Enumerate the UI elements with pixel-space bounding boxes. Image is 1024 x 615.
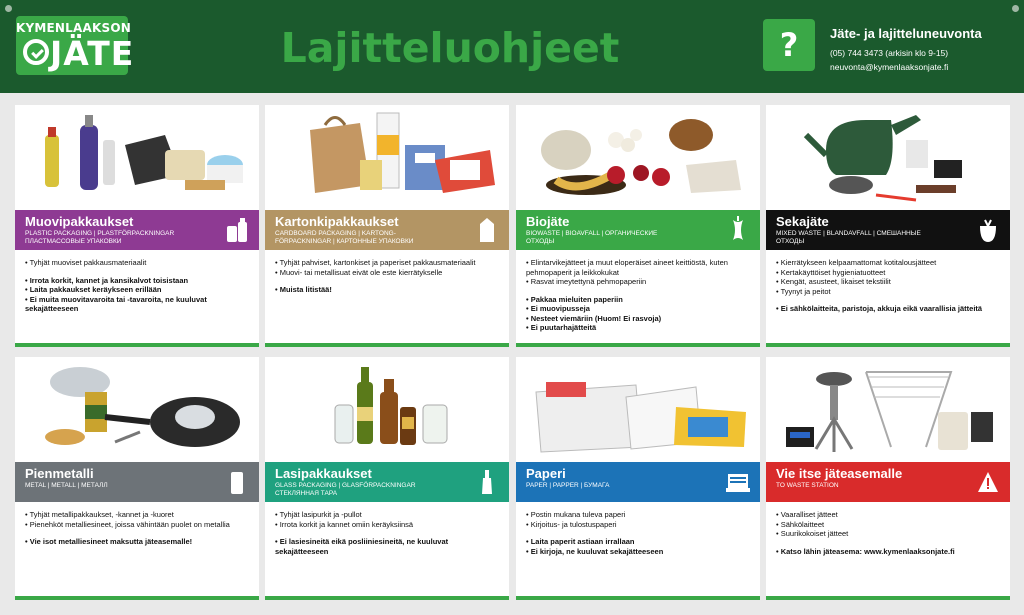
glass-bottle-icon [475,468,499,496]
list-item: • Kirjoitus- ja tulostuspaperi [526,520,754,530]
category-subtitle: METAL | METALL | МЕТАЛЛ [25,482,108,489]
muovipakkaukset-illustration [15,105,259,210]
notes-list [526,537,754,556]
card-bottom-bar [766,343,1010,347]
card-muovipakkaukset [15,105,259,347]
lasipakkaukset-band [265,462,509,502]
sekajate-illustration [766,105,1010,210]
trash-bag-icon [976,216,1000,244]
list-item: • Vaaralliset jätteet [776,510,1004,520]
check-circle-icon [23,39,49,65]
category-subtitle: PLASTIC PACKAGING | PLASTFÖRPACKNINGAR ПЛАСТМАССОВЫЕ УПАКОВКИ [25,230,175,245]
category-title: Lasipakkaukset [275,466,372,481]
list-item: • Nesteet viemäriin (Huom! Ei rasvoja) [526,314,754,324]
help-icon[interactable]: ? [763,19,815,71]
instructions-list [526,510,754,529]
biojate-illustration [516,105,760,210]
card-bottom-bar [516,343,760,347]
list-item: • Tyhjät metallipakkaukset, -kannet ja -kuoret [25,510,253,520]
notes-list [25,537,253,547]
paperi-illustration [516,357,760,462]
list-item: • Pakkaa mieluiten paperiin [526,295,754,305]
list-item: • Laita pakkaukset keräykseen erillään [25,285,253,295]
instructions-list [25,510,253,529]
list-item: • Kertakäyttöiset hygieniatuotteet [776,268,1004,278]
notes-list [275,285,503,295]
pienmetalli-illustration [15,357,259,462]
contact-info [830,26,982,74]
contact-title: Jäte- ja lajitteluneuvonta [830,26,982,41]
category-subtitle: CARDBOARD PACKAGING | KARTONG- FÖRPACKNINGAR | КАРТОННЫЕ УПАКОВКИ [275,230,414,245]
bolt [5,5,12,12]
instructions-list [275,258,503,277]
instructions-list [776,258,1004,296]
jateasema-band [766,462,1010,502]
category-title: Vie itse jäteasemalle [776,466,903,481]
list-item: • Kierrätykseen kelpaamattomat kotitalousjätteet [776,258,1004,268]
card-bottom-bar [516,596,760,600]
logo[interactable] [16,16,135,75]
contact-email[interactable]: neuvonta@kymenlaaksonjate.fi [830,62,949,72]
carton-icon [475,216,499,244]
logo-main-text: JÄTE [50,34,135,73]
instructions-list [526,258,754,287]
list-item: • Ei sähkölaitteita, paristoja, akkuja eikä vaarallisia jätteitä [776,304,1004,314]
apple-core-icon [726,216,750,244]
list-item: • Elintarvikejätteet ja muut eloperäiset aineet keittiöstä, kuten pehmopaperit ja leikkokukat [526,258,754,277]
list-item: • Tyynyt ja peitot [776,287,1004,297]
list-item: • Ei kirjoja, ne kuuluvat sekajätteeseen [526,547,754,557]
list-item: • Laita paperit astiaan irrallaan [526,537,754,547]
list-item: • Postin mukana tuleva paperi [526,510,754,520]
sekajate-band [766,210,1010,250]
card-bottom-bar [15,596,259,600]
instructions-list [25,258,253,268]
category-subtitle: MIXED WASTE | BLANDAVFALL | СМЕШАННЫЕ ОТХОДЫ [776,230,921,245]
list-item: • Tyhjät lasipurkit ja -pullot [275,510,503,520]
card-sekajate [766,105,1010,347]
list-item: • Rasvat imeytettynä pehmopaperiin [526,277,754,287]
list-item: • Kengät, asusteet, likaiset tekstiilit [776,277,1004,287]
lasipakkaukset-illustration [265,357,509,462]
list-item: • Katso lähin jäteasema: www.kymenlaaksonjate.fi [776,547,1004,557]
notes-list [25,276,253,314]
jateasema-illustration [766,357,1010,462]
can-icon [225,468,249,496]
list-item: • Tyhjät muoviset pakkausmateriaalit [25,258,253,268]
card-paperi [516,357,760,600]
list-item: • Ei muovipusseja [526,304,754,314]
category-title: Paperi [526,466,566,481]
category-title: Biojäte [526,214,570,229]
notes-list [526,295,754,333]
list-item: • Ei lasiesineitä eikä posliiniesineitä, ne kuuluvat sekajätteeseen [275,537,503,556]
bolt [1012,5,1019,12]
list-item: • Ei muita muovitavaroita tai -tavaroita, ne kuuluvat sekajätteeseen [25,295,253,314]
card-bottom-bar [15,343,259,347]
notes-list [776,547,1004,557]
card-bottom-bar [265,343,509,347]
category-title: Kartonkipakkaukset [275,214,399,229]
kartonkipakkaukset-illustration [265,105,509,210]
category-title: Sekajäte [776,214,829,229]
list-item: • Suurikokoiset jätteet [776,529,1004,539]
list-item: • Muista litistää! [275,285,503,295]
category-subtitle: TO WASTE STATION [776,482,839,489]
category-title: Muovipakkaukset [25,214,134,229]
category-subtitle: GLASS PACKAGING | GLASFÖRPACKNINGAR СТЕКЛЯННАЯ ТАРА [275,482,416,497]
list-item: • Sähkölaitteet [776,520,1004,530]
list-item: • Vie isot metalliesineet maksutta jäteasemalle! [25,537,253,547]
list-item: • Pienehköt metalliesineet, joissa vähintään puolet on metallia [25,520,253,530]
muovipakkaukset-band [15,210,259,250]
contact-phone: (05) 744 3473 (arkisin klo 9-15) [830,48,949,58]
card-pienmetalli [15,357,259,600]
card-bottom-bar [766,596,1010,600]
notes-list [275,537,503,556]
category-title: Pienmetalli [25,466,94,481]
paper-tray-icon [726,468,750,496]
list-item: • Muovi- tai metallisuat eivät ole este kierrätykselle [275,268,503,278]
header [0,0,1024,93]
list-item: • Ei puutarhajätteitä [526,323,754,333]
category-subtitle: BIOWASTE | BIOAVFALL | ОРГАНИЧЕСКИЕ ОТХОДЫ [526,230,658,245]
list-item: • Irrota korkit ja kannet omiin keräyksiinsä [275,520,503,530]
list-item: • Tyhjät pahviset, kartonkiset ja paperiset pakkausmateriaalit [275,258,503,268]
category-subtitle: PAPER | PAPPER | БУМАГА [526,482,610,489]
card-biojate [516,105,760,347]
logo-top-text: KYMENLAAKSON [16,21,131,35]
kartonkipakkaukset-band [265,210,509,250]
card-kartonkipakkaukset [265,105,509,347]
biojate-band [516,210,760,250]
card-lasipakkaukset [265,357,509,600]
instructions-list [275,510,503,529]
list-item: • Irrota korkit, kannet ja kansikalvot toisistaan [25,276,253,286]
card-bottom-bar [265,596,509,600]
warning-plug-sofa-icon [976,468,1000,496]
page-title: Lajitteluohjeet [280,24,620,72]
notes-list [776,304,1004,314]
card-jateasema [766,357,1010,600]
pienmetalli-band [15,462,259,502]
plastic-bottles-icon [225,216,249,244]
paperi-band [516,462,760,502]
instructions-list [776,510,1004,539]
